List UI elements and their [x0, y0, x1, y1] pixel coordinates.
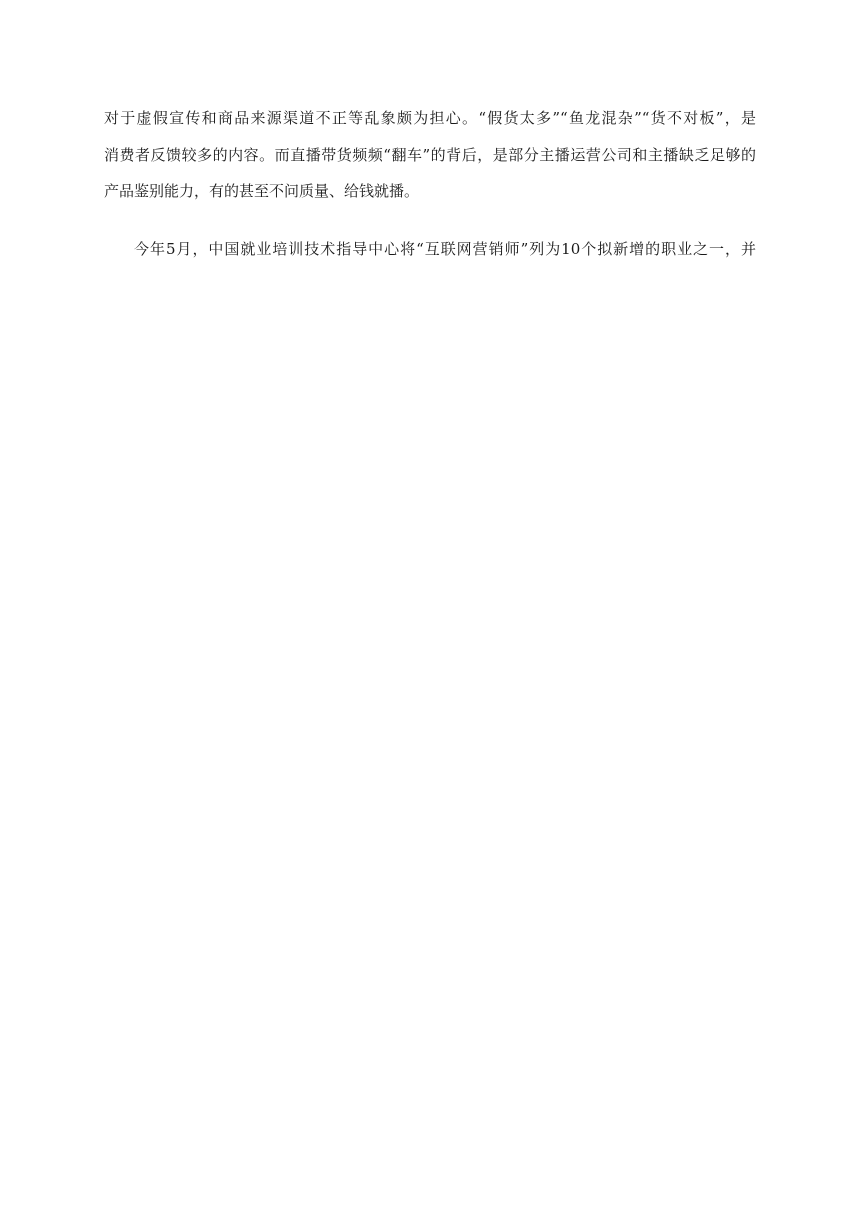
- text-line: 对于虚假宣传和商品来源渠道不正等乱象颇为担心。“假货太多”“鱼龙混杂”“货不对板”，是: [104, 109, 756, 127]
- text-line: 消费者反馈较多的内容。而直播带货频频“翻车”的背后，是部分主播运营公司和主播缺乏足够的: [104, 146, 756, 164]
- text-line: 今年5月，中国就业培训技术指导中心将“互联网营销师”列为10个拟新增的职业之一，并: [134, 240, 756, 258]
- text-line: 产品鉴别能力，有的甚至不问质量、给钱就播。: [104, 182, 420, 200]
